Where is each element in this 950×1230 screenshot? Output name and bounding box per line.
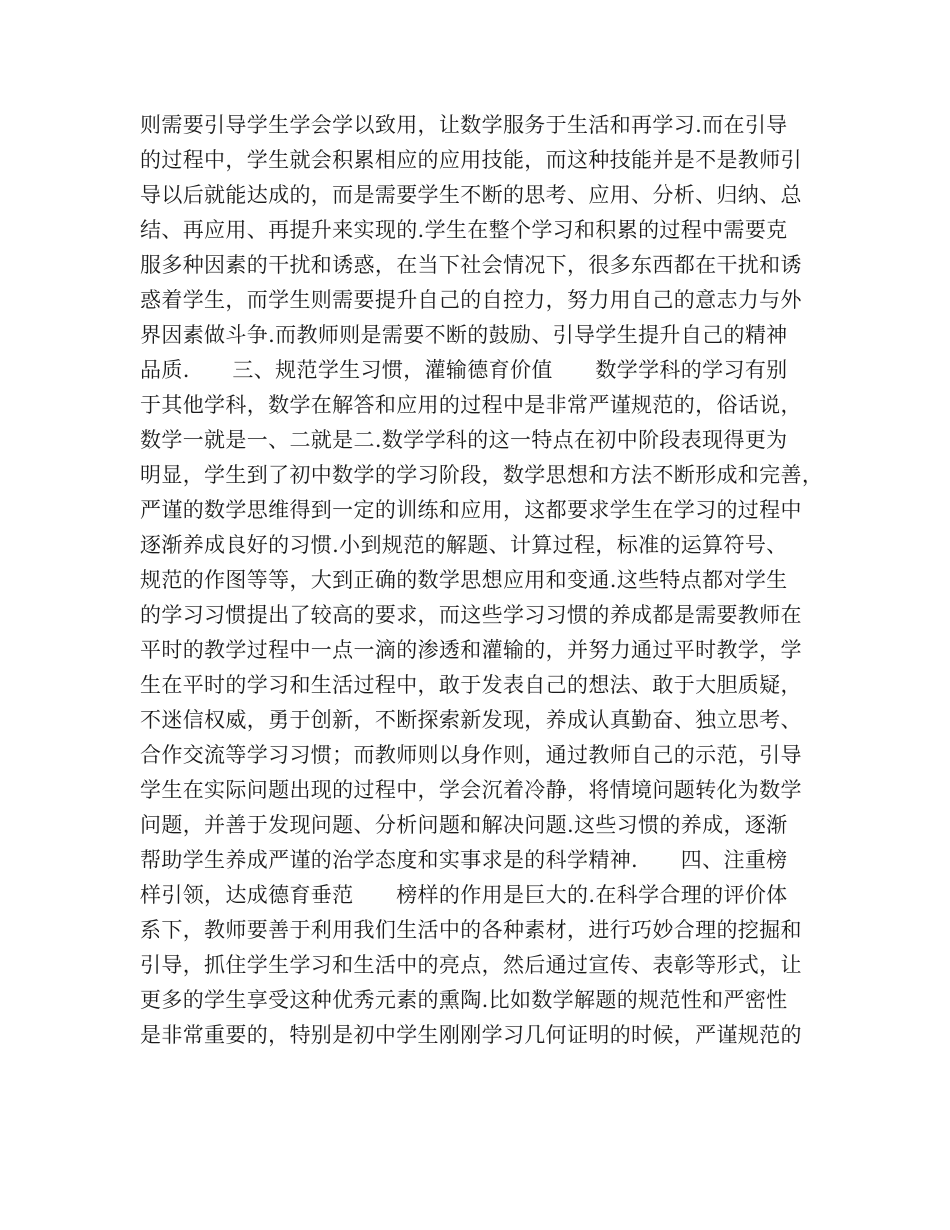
text-line: 样引领，达成德育垂范 榜样的作用是巨大的.在科学合理的评价体 [140,883,788,907]
text-line: 界因素做斗争.而教师则是需要不断的鼓励、引导学生提升自己的精神 [140,323,788,347]
text-line: 数学一就是一、二就是二.数学学科的这一特点在初中阶段表现得更为 [140,428,788,452]
text-line: 问题，并善于发现问题、分析问题和解决问题.这些习惯的养成，逐渐 [140,813,788,837]
text-line: 则需要引导学生学会学以致用，让数学服务于生活和再学习.而在引导 [140,113,788,137]
text-line: 生在平时的学习和生活过程中，敢于发表自己的想法、敢于大胆质疑， [140,673,802,697]
text-line: 服多种因素的干扰和诱惑，在当下社会情况下，很多东西都在干扰和诱 [140,253,802,277]
text-line: 结、再应用、再提升来实现的.学生在整个学习和积累的过程中需要克 [140,218,788,242]
text-line: 导以后就能达成的，而是需要学生不断的思考、应用、分析、归纳、总 [140,183,802,207]
text-line: 品质. 三、规范学生习惯，灌输德育价值 数学学科的学习有别 [140,358,788,382]
text-line: 明显，学生到了初中数学的学习阶段，数学思想和方法不断形成和完善， [140,463,824,487]
text-line: 系下，教师要善于利用我们生活中的各种素材，进行巧妙合理的挖掘和 [140,918,802,942]
body-text [140,108,830,1053]
text-line: 不迷信权威，勇于创新，不断探索新发现，养成认真勤奋、独立思考、 [140,708,802,732]
text-line: 是非常重要的，特别是初中学生刚刚学习几何证明的时候，严谨规范的 [140,1023,802,1047]
text-line: 合作交流等学习习惯；而教师则以身作则，通过教师自己的示范，引导 [140,743,802,767]
text-line: 逐渐养成良好的习惯.小到规范的解题、计算过程，标准的运算符号、 [140,533,788,557]
text-line: 严谨的数学思维得到一定的训练和应用，这都要求学生在学习的过程中 [140,498,802,522]
text-line: 的学习习惯提出了较高的要求，而这些学习习惯的养成都是需要教师在 [140,603,802,627]
text-line: 惑着学生，而学生则需要提升自己的自控力，努力用自己的意志力与外 [140,288,802,312]
text-line: 更多的学生享受这种优秀元素的熏陶.比如数学解题的规范性和严密性 [140,988,788,1012]
text-line: 于其他学科，数学在解答和应用的过程中是非常严谨规范的，俗话说， [140,393,802,417]
text-line: 规范的作图等等，大到正确的数学思想应用和变通.这些特点都对学生 [140,568,788,592]
text-line: 学生在实际问题出现的过程中，学会沉着冷静，将情境问题转化为数学 [140,778,802,802]
text-line: 引导，抓住学生学习和生活中的亮点，然后通过宣传、表彰等形式，让 [140,953,802,977]
text-line: 帮助学生养成严谨的治学态度和实事求是的科学精神. 四、注重榜 [140,848,788,872]
text-line: 平时的教学过程中一点一滴的渗透和灌输的，并努力通过平时教学，学 [140,638,802,662]
text-line: 的过程中，学生就会积累相应的应用技能，而这种技能并是不是教师引 [140,148,802,172]
